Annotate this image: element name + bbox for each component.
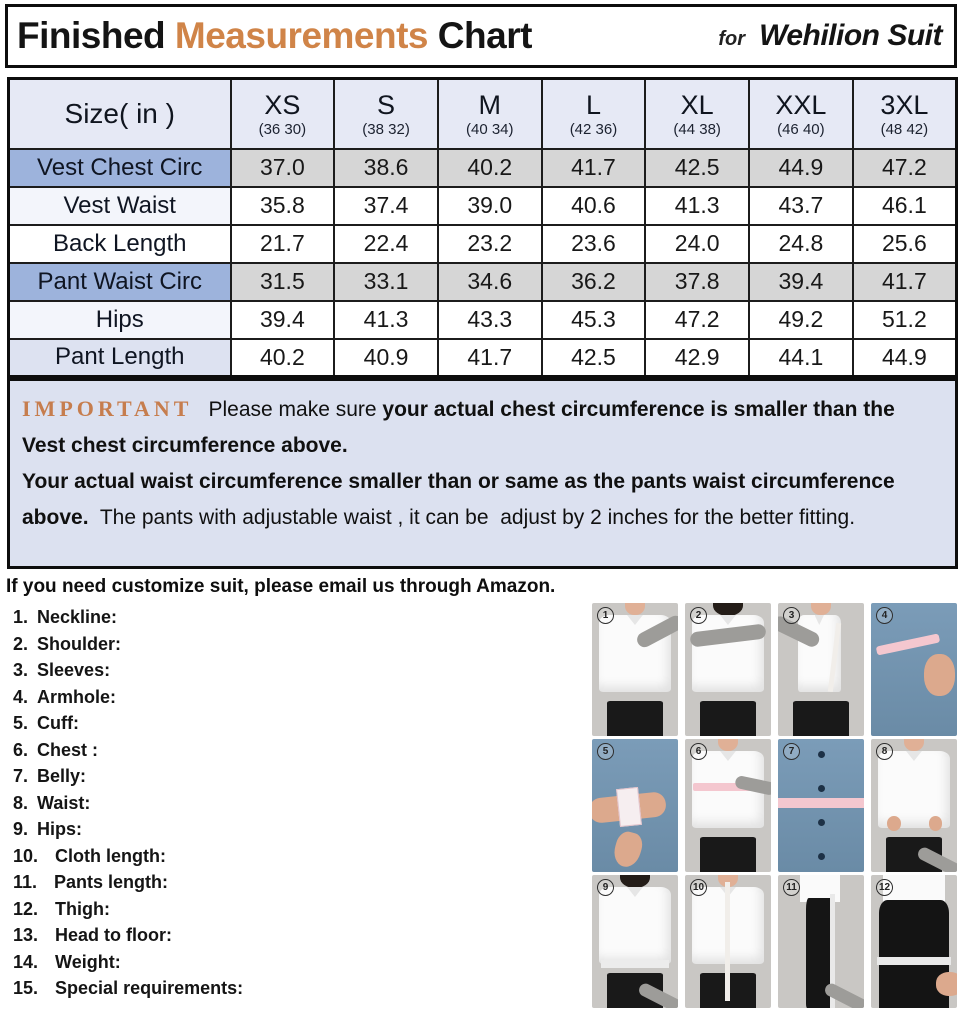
figure-pantsb bbox=[700, 837, 755, 872]
list-item-label: Shoulder: bbox=[37, 633, 122, 654]
row-label: Back Length bbox=[9, 225, 231, 263]
list-item-number: 8. bbox=[13, 792, 29, 813]
size-label: XL bbox=[680, 90, 714, 121]
title-word-finished: Finished bbox=[17, 15, 175, 56]
measurement-value-cell: 39.4 bbox=[231, 301, 335, 339]
list-item-number: 7. bbox=[13, 766, 29, 786]
size-unit-header: Size( in ) bbox=[9, 79, 231, 149]
size-sublabel: (46 40) bbox=[777, 121, 825, 139]
measurement-value-cell: 25.6 bbox=[853, 225, 957, 263]
size-label: 3XL bbox=[880, 90, 929, 121]
size-label: L bbox=[585, 90, 601, 121]
measurement-value-cell: 37.8 bbox=[645, 263, 749, 301]
list-item-number: 2. bbox=[13, 633, 29, 654]
measurement-value-cell: 46.1 bbox=[853, 187, 957, 225]
list-item-number: 11. bbox=[13, 872, 38, 892]
table-row bbox=[9, 187, 957, 225]
photo-number-badge: 3 bbox=[783, 607, 800, 624]
measurement-value-cell: 39.4 bbox=[749, 263, 853, 301]
list-item-label: Neckline: bbox=[37, 607, 118, 627]
row-label: Pant Waist Circ bbox=[9, 263, 231, 301]
size-sublabel: (40 34) bbox=[465, 121, 514, 139]
measurement-value-cell: 23.6 bbox=[542, 225, 646, 263]
measurement-list-item bbox=[13, 790, 573, 817]
measurement-value-cell: 42.9 bbox=[645, 339, 749, 377]
photo-cloth-length bbox=[685, 875, 771, 1008]
measurement-value-cell: 38.6 bbox=[334, 149, 438, 187]
important-paragraph bbox=[22, 391, 942, 464]
figure-tapelow bbox=[601, 960, 668, 968]
photo-number-badge: 11 bbox=[783, 879, 800, 896]
photo-number-badge: 7 bbox=[783, 743, 800, 760]
size-column-header bbox=[334, 79, 438, 149]
brand-group bbox=[718, 19, 944, 53]
list-item-number: 4. bbox=[13, 686, 29, 707]
photo-number-badge: 10 bbox=[690, 879, 707, 896]
measurement-value-cell: 41.7 bbox=[542, 149, 646, 187]
photo-thigh bbox=[871, 875, 957, 1008]
figure-fingers bbox=[611, 829, 645, 869]
figure-handw bbox=[887, 816, 901, 831]
figure-tapethigh bbox=[877, 957, 951, 965]
measurement-list-item bbox=[13, 710, 573, 737]
measurement-value-cell: 39.0 bbox=[438, 187, 542, 225]
measurement-list-item bbox=[13, 949, 573, 976]
row-label: Hips bbox=[9, 301, 231, 339]
measurement-value-cell: 40.9 bbox=[334, 339, 438, 377]
customize-note: If you need customize suit, please email us through Amazon. bbox=[6, 576, 556, 597]
measurement-value-cell: 44.9 bbox=[853, 339, 957, 377]
figure-tapebelly bbox=[778, 798, 864, 809]
measurement-list-item bbox=[13, 816, 573, 843]
measurement-value-cell: 37.0 bbox=[231, 149, 335, 187]
photo-hips bbox=[592, 875, 678, 1008]
list-item-label: Chest : bbox=[37, 739, 99, 760]
table-row bbox=[9, 301, 957, 339]
photo-cuff bbox=[592, 739, 678, 872]
measurement-value-cell: 35.8 bbox=[231, 187, 335, 225]
measurement-list bbox=[13, 604, 573, 1002]
measurement-value-cell: 24.8 bbox=[749, 225, 853, 263]
measurement-list-item bbox=[13, 975, 573, 1002]
list-item-number: 14. bbox=[13, 951, 39, 972]
measurement-value-cell: 37.4 bbox=[334, 187, 438, 225]
table-header-row bbox=[9, 79, 957, 149]
figure-pantsb bbox=[793, 701, 848, 736]
measurement-list-item bbox=[13, 604, 573, 631]
list-item-label: Waist: bbox=[37, 792, 91, 813]
measurement-value-cell: 31.5 bbox=[231, 263, 335, 301]
list-item-label: Sleeves: bbox=[37, 660, 111, 680]
list-item-number: 5. bbox=[13, 713, 29, 733]
table-row bbox=[9, 339, 957, 377]
measurement-list-item bbox=[13, 869, 573, 896]
list-item-number: 10. bbox=[13, 845, 39, 866]
list-item-number: 9. bbox=[13, 819, 29, 839]
size-label: XXL bbox=[775, 90, 827, 121]
size-label: S bbox=[377, 90, 396, 121]
table-row bbox=[9, 263, 957, 301]
measurement-value-cell: 44.1 bbox=[749, 339, 853, 377]
measurement-value-cell: 34.6 bbox=[438, 263, 542, 301]
measurement-value-cell: 40.6 bbox=[542, 187, 646, 225]
table-body bbox=[9, 149, 957, 377]
figure-tapev bbox=[725, 882, 729, 1002]
list-item-number: 3. bbox=[13, 660, 29, 680]
measurement-value-cell: 43.7 bbox=[749, 187, 853, 225]
measurement-photo-grid bbox=[592, 603, 965, 1008]
figure-head bbox=[904, 739, 925, 751]
measurement-value-cell: 22.4 bbox=[334, 225, 438, 263]
photo-number-badge: 6 bbox=[690, 743, 707, 760]
figure-head bbox=[811, 603, 832, 615]
measurement-list-item bbox=[13, 684, 573, 711]
size-column-header bbox=[542, 79, 646, 149]
photo-chest bbox=[685, 739, 771, 872]
measurement-value-cell: 41.7 bbox=[853, 263, 957, 301]
measurement-value-cell: 21.7 bbox=[231, 225, 335, 263]
row-label: Vest Waist bbox=[9, 187, 231, 225]
important-paragraph bbox=[22, 464, 942, 536]
measurement-list-item bbox=[13, 631, 573, 658]
photo-number-badge: 4 bbox=[876, 607, 893, 624]
list-item-label: Pants length: bbox=[54, 872, 169, 892]
measurement-value-cell: 45.3 bbox=[542, 301, 646, 339]
measurement-value-cell: 47.2 bbox=[853, 149, 957, 187]
size-column-header bbox=[853, 79, 957, 149]
measurement-value-cell: 47.2 bbox=[645, 301, 749, 339]
important-text-segment: The pants with adjustable waist , it can be adjust by 2 inches for the better fitting. bbox=[88, 506, 856, 529]
title-word-measurements: Measurements bbox=[174, 15, 429, 56]
measurement-value-cell: 33.1 bbox=[334, 263, 438, 301]
important-text-segment: your actual chest circumference is smaller than the Vest chest circumference above. bbox=[22, 398, 901, 457]
size-sublabel: (42 36) bbox=[569, 121, 618, 139]
measurement-list-item bbox=[13, 763, 573, 790]
important-box bbox=[7, 378, 958, 569]
photo-number-badge: 12 bbox=[876, 879, 893, 896]
size-column-header bbox=[438, 79, 542, 149]
list-item-label: Thigh: bbox=[55, 898, 111, 919]
measurement-value-cell: 41.3 bbox=[334, 301, 438, 339]
figure-shirt bbox=[599, 887, 671, 964]
row-label: Vest Chest Circ bbox=[9, 149, 231, 187]
measurement-list-item bbox=[13, 896, 573, 923]
photo-number-badge: 1 bbox=[597, 607, 614, 624]
photo-belly bbox=[778, 739, 864, 872]
size-column-header bbox=[645, 79, 749, 149]
list-item-label: Cloth length: bbox=[55, 845, 167, 866]
measurement-value-cell: 51.2 bbox=[853, 301, 957, 339]
list-item-label: Hips: bbox=[37, 819, 83, 839]
size-label: XS bbox=[264, 90, 301, 121]
important-label: IMPORTANT bbox=[22, 396, 193, 421]
list-item-number: 13. bbox=[13, 925, 39, 945]
measurements-table bbox=[7, 77, 958, 378]
page-title bbox=[17, 15, 532, 57]
photo-neckline bbox=[592, 603, 678, 736]
photo-number-badge: 2 bbox=[690, 607, 707, 624]
figure-pantsb bbox=[607, 701, 662, 736]
figure-head bbox=[718, 739, 739, 751]
figure-handw bbox=[929, 816, 943, 831]
figure-handr bbox=[936, 972, 958, 996]
table-row bbox=[9, 149, 957, 187]
figure-tapeslant bbox=[876, 634, 940, 656]
measurement-value-cell: 41.3 bbox=[645, 187, 749, 225]
list-item-number: 12. bbox=[13, 898, 39, 919]
photo-waist bbox=[871, 739, 957, 872]
photo-number-badge: 8 bbox=[876, 743, 893, 760]
measurement-list-item bbox=[13, 843, 573, 870]
measurement-list-item bbox=[13, 737, 573, 764]
list-item-label: Special requirements: bbox=[55, 978, 244, 998]
measurement-value-cell: 40.2 bbox=[438, 149, 542, 187]
measurement-value-cell: 42.5 bbox=[645, 149, 749, 187]
figure-cuffwrap bbox=[616, 787, 642, 827]
measurement-list-item bbox=[13, 657, 573, 684]
measurement-value-cell: 24.0 bbox=[645, 225, 749, 263]
list-item-label: Cuff: bbox=[37, 713, 79, 733]
measurement-value-cell: 44.9 bbox=[749, 149, 853, 187]
figure-pantsb bbox=[700, 701, 755, 736]
size-label: M bbox=[478, 90, 501, 121]
list-item-label: Armhole: bbox=[37, 686, 117, 707]
size-sublabel: (44 38) bbox=[673, 121, 721, 139]
list-item-number: 1. bbox=[13, 607, 29, 627]
table-row bbox=[9, 225, 957, 263]
measurement-value-cell: 40.2 bbox=[231, 339, 335, 377]
measurement-value-cell: 23.2 bbox=[438, 225, 542, 263]
list-item-label: Weight: bbox=[55, 951, 121, 972]
figure-btns bbox=[818, 751, 825, 758]
brand-name: Wehilion Suit bbox=[759, 19, 942, 52]
measurement-value-cell: 41.7 bbox=[438, 339, 542, 377]
photo-number-badge: 9 bbox=[597, 879, 614, 896]
photo-pants-length bbox=[778, 875, 864, 1008]
size-column-header bbox=[231, 79, 335, 149]
photo-armhole bbox=[871, 603, 957, 736]
measurement-value-cell: 43.3 bbox=[438, 301, 542, 339]
list-item-number: 6. bbox=[13, 739, 29, 760]
important-text-segment: Please make sure bbox=[208, 398, 383, 421]
size-sublabel: (38 32) bbox=[362, 121, 410, 139]
size-sublabel: (48 42) bbox=[880, 121, 929, 139]
list-item-number: 15. bbox=[13, 978, 39, 998]
measurement-value-cell: 49.2 bbox=[749, 301, 853, 339]
figure-head bbox=[625, 603, 646, 615]
measurement-value-cell: 42.5 bbox=[542, 339, 646, 377]
list-item-label: Head to floor: bbox=[55, 925, 173, 945]
photo-shoulder bbox=[685, 603, 771, 736]
for-label: for bbox=[718, 28, 746, 50]
photo-sleeves bbox=[778, 603, 864, 736]
title-box bbox=[5, 4, 957, 68]
figure-hand bbox=[924, 654, 955, 697]
size-column-header bbox=[749, 79, 853, 149]
measurement-value-cell: 36.2 bbox=[542, 263, 646, 301]
size-sublabel: (36 30) bbox=[258, 121, 307, 139]
photo-number-badge: 5 bbox=[597, 743, 614, 760]
measurement-list-item bbox=[13, 922, 573, 949]
title-word-chart: Chart bbox=[428, 15, 532, 56]
important-text-segment: Your actual waist circumference smaller than or same as the pants waist circumference above. bbox=[22, 470, 901, 529]
row-label: Pant Length bbox=[9, 339, 231, 377]
list-item-label: Belly: bbox=[37, 766, 87, 786]
